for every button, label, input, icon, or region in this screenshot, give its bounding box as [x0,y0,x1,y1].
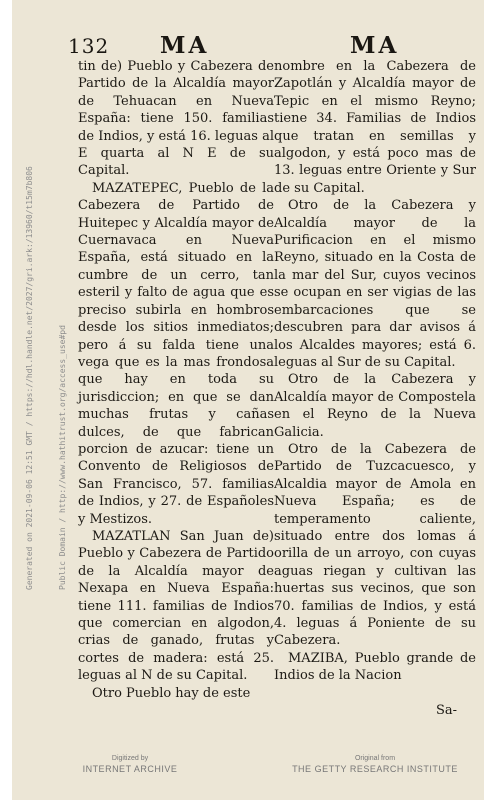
watermark-line: Generated on 2021-09-06 12:51 GMT / https://hdl.handle.net/2027/gri.ark:/13960/t15m7b806 [25,166,34,590]
right-paragraph: nombre en la Cabezera de Zapotlán y Alcaldía mayor de Tepic en el mismo Reyno; tiene 34. Familias de Indios que tratan en semillas y algodon, y está poco mas de 13. leguas entre Oriente y Sur de su Capital. [274,59,476,196]
headword-left: MA [160,32,210,59]
right-column [274,58,476,685]
page-number: 132 [68,34,110,58]
entry-mazatlan: MAZATLAN San Juan de) Pueblo y Cabezera de Partido de la Alcaldía mayor de Nexapa en Nueva España: tiene 111. familias de Indios que comercian en algodon, crias de ganado, frutas y cortes de madera: está 25. leguas al N de su Capital. [78,528,274,684]
catchword: Sa- [436,703,458,718]
running-header [12,30,484,60]
headword-right: MA [350,32,400,59]
digitized-by-credit [60,755,200,774]
digitized-by-label: Digitized by [111,755,149,762]
left-column [78,58,274,702]
left-paragraph: Otro Pueblo hay de este [92,685,251,701]
entry-maziba: MAZIBA, Pueblo grande de Indios de la Nacion [274,650,476,684]
left-paragraph: tin de) Pueblo y Cabezera de Partido de la Alcaldía mayor de Tehuacan en Nueva España: tiene 150. familias de Indios, y está 16. leguas al E quarta al N E de su Capital. [78,59,274,179]
right-paragraph: Otro de la Cabezera y Alcaldía mayor de la Purificacion en el mismo Reyno, situado en la Costa de la mar del Sur, cuyos vecinos se ocupan en ser vigias de las embarcaciones que se descubren para dar avisos á los Alcaldes mayores; está 6. leguas al Sur de su Capital. [274,198,476,370]
book-page [12,0,484,800]
right-paragraph: Otro de la Cabezera de Partido de Tuzcacuesco, y Alcaldia mayor de Amola en Nueva España; es de temperamento caliente, situado entre dos lomas á orilla de un arroyo, con cuyas aguas riegan y cultivan las huertas sus vecinos, que son 70. familias de Indios, y está 4. leguas á Poniente de su Cabezera. [274,441,476,649]
right-paragraph: Otro de la Cabezera y Alcaldía mayor de Compostela en el Reyno de la Nueva Galicia. [274,372,476,440]
original-from-credit [290,755,460,774]
hathitrust-watermark [2,0,79,590]
watermark-line: Public Domain / http://www.hathitrust.org/access_use#pd [58,325,67,590]
entry-mazatepec: MAZATEPEC, Pueblo de la Cabezera de Partido de Huitepec y Alcaldía mayor de Cuernavaca en Nueva España, está situado en la cumbre de un cerro, tan esteril y falto de agua que es preciso subirla en hombros desde los sitios inmediatos; pero á su falda tiene una vega que es la mas frondosa que hay en toda su jurisdiccion; en que se dan muchas frutas y cañas dulces, de que fabrican porcion de azucar: tiene un Convento de Religiosos de San Francisco, 57. familias de Indios, y 27. de Españoles y Mestizos. [78,180,274,527]
original-from-label: Original from [354,755,396,762]
getty-institute-name: THE GETTY RESEARCH INSTITUTE [292,764,458,774]
internet-archive-name: INTERNET ARCHIVE [82,764,178,774]
